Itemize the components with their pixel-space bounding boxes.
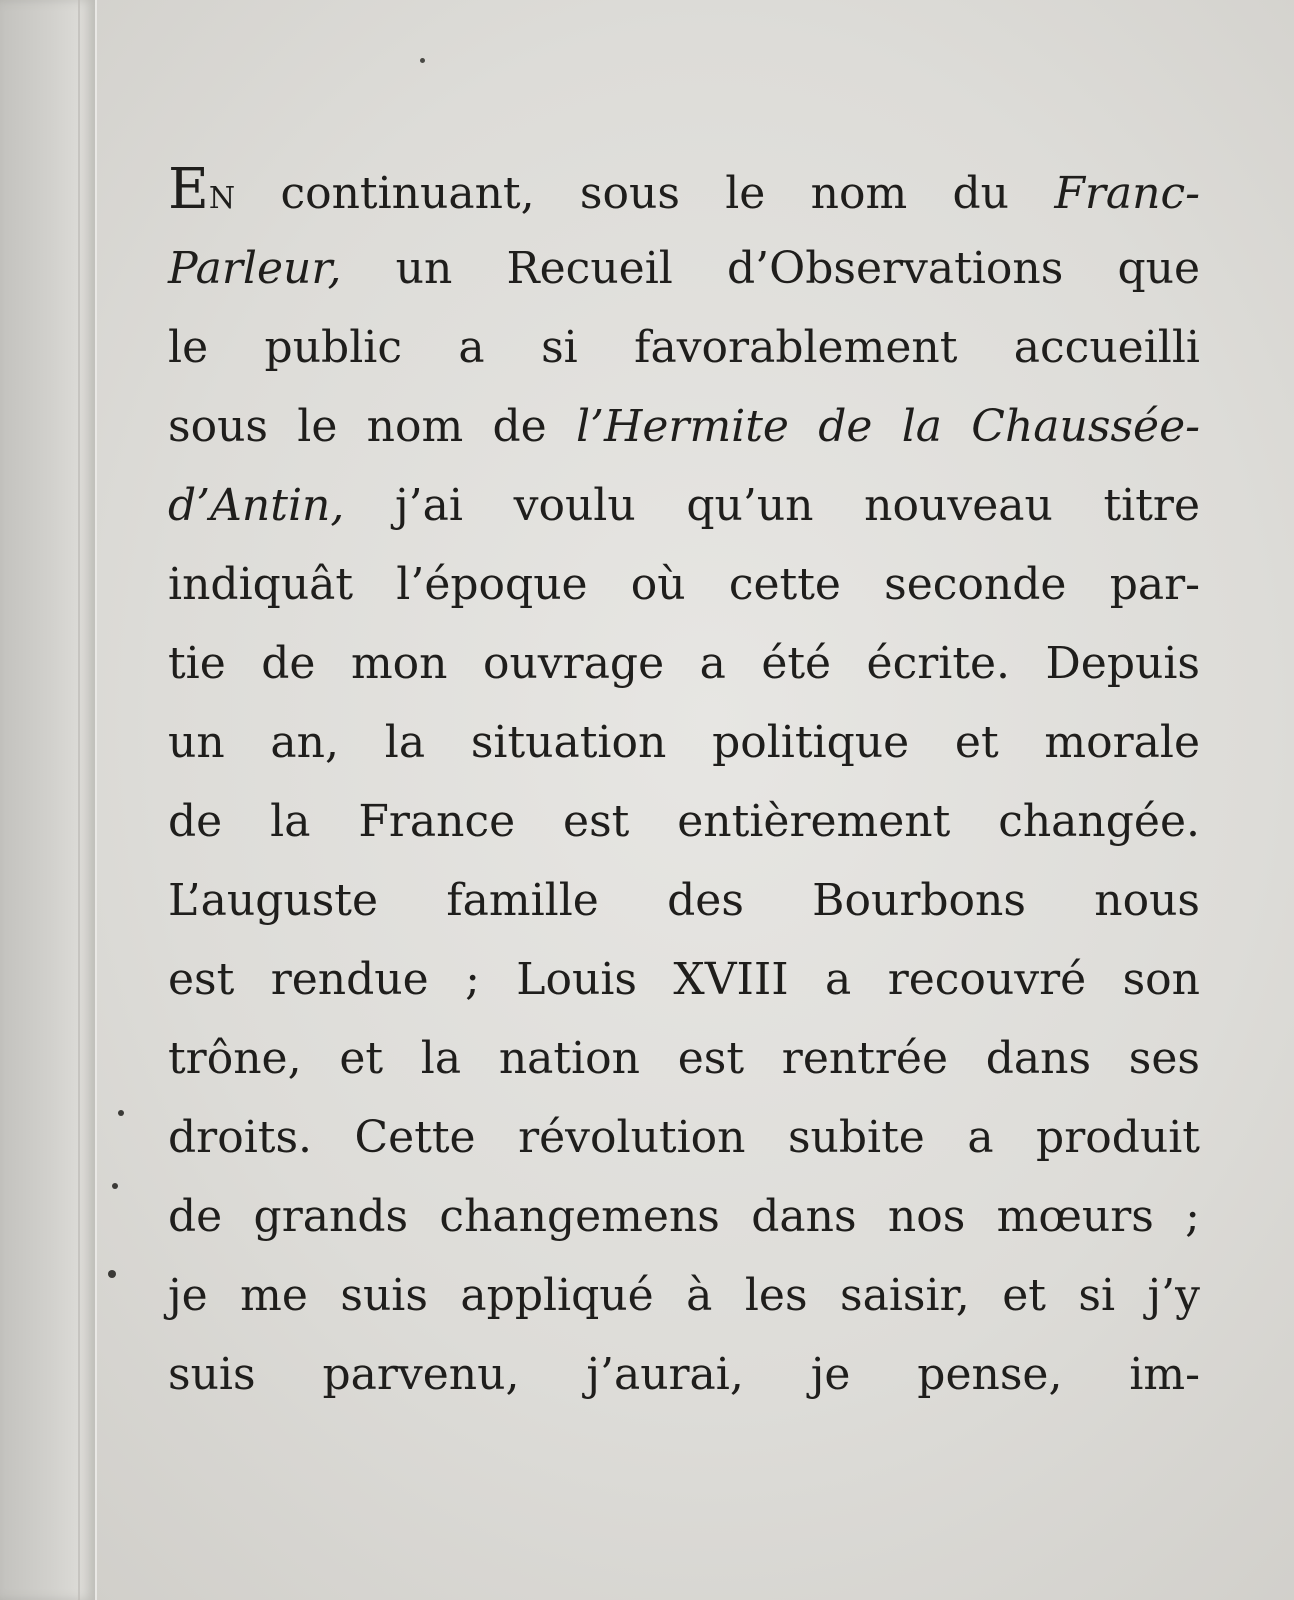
text-run: je me suis appliqué à les saisir, et si j’y bbox=[168, 1270, 1200, 1321]
ink-speck bbox=[112, 1183, 118, 1189]
text-line bbox=[168, 940, 1200, 1019]
text-run: N bbox=[208, 181, 236, 216]
text-line bbox=[168, 1256, 1200, 1335]
text-run: trône, et la nation est rentrée dans ses bbox=[168, 1033, 1200, 1084]
text-line bbox=[168, 624, 1200, 703]
text-line bbox=[168, 387, 1200, 466]
text-run: Franc- bbox=[1054, 168, 1200, 219]
text-run: suis parvenu, j’aurai, je pense, im- bbox=[168, 1349, 1200, 1400]
text-line bbox=[168, 782, 1200, 861]
text-line bbox=[168, 466, 1200, 545]
text-run: droits. Cette révolution subite a produit bbox=[168, 1112, 1200, 1163]
text-run: j’ai voulu qu’un nouveau titre bbox=[344, 480, 1200, 531]
gutter-fold-line bbox=[78, 0, 80, 1600]
ink-speck bbox=[420, 58, 425, 63]
text-line bbox=[168, 229, 1200, 308]
text-run: sous le nom de bbox=[168, 401, 576, 452]
text-line bbox=[168, 1098, 1200, 1177]
text-run: continuant, sous le nom du bbox=[235, 168, 1055, 219]
text-run: tie de mon ouvrage a été écrite. Depuis bbox=[168, 638, 1200, 689]
text-run: Parleur, bbox=[168, 243, 342, 294]
text-run: un an, la situation politique et morale bbox=[168, 717, 1200, 768]
text-line bbox=[168, 1335, 1200, 1414]
text-line bbox=[168, 861, 1200, 940]
text-line bbox=[168, 703, 1200, 782]
ink-speck bbox=[108, 1270, 116, 1278]
page-gutter bbox=[0, 0, 97, 1600]
text-run: de la France est entièrement changée. bbox=[168, 796, 1200, 847]
text-run: un Recueil d’Observations que bbox=[341, 243, 1200, 294]
text-line bbox=[168, 308, 1200, 387]
text-run: indiquât l’époque où cette seconde par- bbox=[168, 559, 1200, 610]
ink-speck bbox=[118, 1110, 124, 1116]
text-line bbox=[168, 150, 1200, 229]
text-run: de grands changemens dans nos mœurs ; bbox=[168, 1191, 1200, 1242]
text-run: l’Hermite de la Chaussée- bbox=[575, 401, 1200, 452]
text-line bbox=[168, 1019, 1200, 1098]
text-run: E bbox=[168, 157, 209, 222]
text-line bbox=[168, 1177, 1200, 1256]
text-run: d’Antin, bbox=[168, 480, 345, 531]
text-line bbox=[168, 545, 1200, 624]
body-text bbox=[168, 150, 1200, 1414]
text-run: L’auguste famille des Bourbons nous bbox=[168, 875, 1200, 926]
text-run: le public a si favorablement accueilli bbox=[168, 322, 1200, 373]
text-run: est rendue ; Louis XVIII a recouvré son bbox=[168, 954, 1200, 1005]
